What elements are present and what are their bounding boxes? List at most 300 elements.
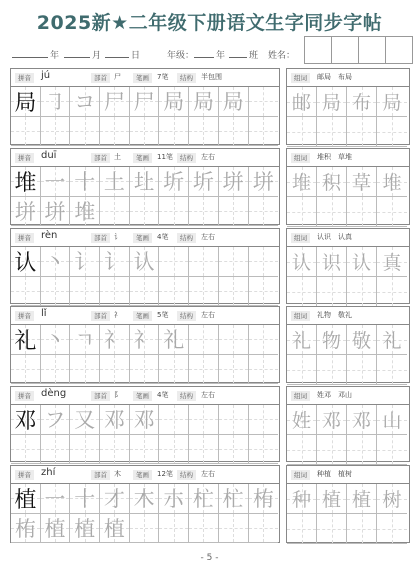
words-value: 姓邓 邓山	[317, 391, 352, 399]
trace-character: 礻	[133, 328, 155, 353]
trace-character: 垪	[252, 170, 274, 195]
writing-cell[interactable]	[100, 514, 130, 544]
name-box[interactable]	[331, 36, 359, 64]
writing-cell[interactable]	[70, 117, 100, 147]
writing-cell[interactable]	[130, 277, 160, 307]
words-label: 组词	[291, 311, 310, 321]
writing-cell[interactable]	[159, 435, 189, 465]
word-cell[interactable]	[287, 355, 317, 385]
name-box[interactable]	[304, 36, 332, 64]
strokes-label: 笔画	[133, 391, 152, 401]
structure-value: 左右	[201, 391, 215, 399]
character-block	[10, 465, 410, 543]
word-cell[interactable]	[377, 405, 407, 435]
writing-cell[interactable]	[11, 325, 41, 355]
writing-cell[interactable]	[130, 435, 160, 465]
writing-cell[interactable]	[70, 514, 100, 544]
word-cell[interactable]	[287, 197, 317, 227]
trace-character: 杧	[222, 487, 244, 512]
writing-cell[interactable]	[11, 514, 41, 544]
class-label: 班	[249, 51, 259, 61]
pinyin-label: 拼音	[15, 233, 34, 243]
writing-cell[interactable]	[130, 405, 160, 435]
writing-cell[interactable]	[189, 405, 219, 435]
words-value: 邮局 布局	[317, 73, 352, 81]
radical-label: 部首	[91, 73, 110, 83]
character-info-header	[11, 307, 279, 325]
writing-cell[interactable]	[249, 484, 279, 514]
writing-cell[interactable]	[219, 405, 249, 435]
radical-label: 部首	[91, 233, 110, 243]
word-cell[interactable]	[377, 167, 407, 197]
writing-cell[interactable]	[189, 247, 219, 277]
word-trace-character: 局	[382, 92, 402, 114]
word-cell[interactable]	[377, 484, 407, 514]
word-trace-character: 堆	[291, 172, 311, 194]
structure-value: 左右	[201, 470, 215, 478]
word-cell[interactable]	[377, 435, 407, 465]
trace-character: 栯	[14, 517, 36, 542]
strokes-label: 笔画	[133, 470, 152, 480]
writing-cell[interactable]	[249, 514, 279, 544]
word-cell[interactable]	[347, 197, 377, 227]
strokes-value: 7笔	[157, 73, 169, 81]
writing-cell[interactable]	[100, 355, 130, 385]
writing-cell[interactable]	[219, 167, 249, 197]
writing-cell[interactable]	[70, 247, 100, 277]
writing-cell[interactable]	[130, 167, 160, 197]
page-title: 2025新★二年级下册语文生字同步字帖	[36, 12, 383, 34]
word-cell[interactable]	[347, 514, 377, 544]
words-value: 认识 认真	[317, 233, 352, 241]
writing-cell[interactable]	[70, 167, 100, 197]
writing-cell[interactable]	[159, 247, 189, 277]
trace-character: 邓	[133, 408, 155, 433]
radical-value: 木	[114, 470, 121, 478]
writing-cell[interactable]	[100, 405, 130, 435]
trace-character: 圻	[163, 170, 185, 195]
name-box[interactable]	[385, 36, 413, 64]
word-trace-character: 山	[382, 410, 402, 432]
word-trace-character: 邮	[291, 92, 311, 114]
month-blank[interactable]	[64, 48, 90, 58]
words-value: 礼物 敬礼	[317, 311, 352, 319]
radical-value: 阝	[114, 391, 121, 399]
writing-cell[interactable]	[70, 484, 100, 514]
stroke-practice-panel	[10, 465, 280, 543]
writing-cell[interactable]	[189, 325, 219, 355]
trace-character: 土	[103, 170, 125, 195]
word-cell[interactable]	[347, 247, 377, 277]
pinyin-label: 拼音	[15, 311, 34, 321]
character-block	[10, 148, 410, 225]
writing-cell[interactable]	[100, 325, 130, 355]
writing-cell[interactable]	[130, 484, 160, 514]
word-cell[interactable]	[287, 277, 317, 307]
writing-cell[interactable]	[159, 514, 189, 544]
radical-value: 讠	[114, 233, 121, 241]
trace-character: 十	[74, 487, 96, 512]
words-label: 组词	[291, 470, 310, 480]
pinyin-value: dèng	[41, 388, 67, 399]
word-cell[interactable]	[377, 197, 407, 227]
page-number: - 5 -	[200, 553, 219, 563]
grade-year-label: 年	[216, 51, 226, 61]
writing-grid	[11, 87, 279, 146]
radical-label: 部首	[91, 470, 110, 480]
writing-cell[interactable]	[130, 197, 160, 227]
word-trace-character: 邓	[351, 410, 371, 432]
word-cell[interactable]	[317, 167, 347, 197]
writing-cell[interactable]	[219, 87, 249, 117]
radical-value: 尸	[114, 73, 121, 81]
strokes-value: 4笔	[157, 391, 169, 399]
writing-cell[interactable]	[11, 247, 41, 277]
writing-cell[interactable]	[70, 87, 100, 117]
writing-cell[interactable]	[41, 117, 71, 147]
writing-cell[interactable]	[249, 247, 279, 277]
writing-cell[interactable]	[159, 355, 189, 385]
word-trace-character: 树	[382, 489, 402, 511]
model-character: 认	[14, 250, 37, 276]
structure-label: 结构	[177, 153, 196, 163]
year-blank[interactable]	[12, 48, 48, 58]
trace-character: コ	[74, 90, 96, 115]
trace-character: フ	[44, 408, 66, 433]
writing-cell[interactable]	[41, 247, 71, 277]
writing-cell[interactable]	[100, 247, 130, 277]
words-value: 种植 植树	[317, 470, 352, 478]
trace-character: ㄱ	[74, 328, 95, 353]
radical-label: 部首	[91, 311, 110, 321]
class-blank[interactable]	[229, 48, 247, 58]
word-cell[interactable]	[377, 247, 407, 277]
grade-blank[interactable]	[194, 48, 214, 58]
writing-cell[interactable]	[159, 484, 189, 514]
writing-cell[interactable]	[219, 325, 249, 355]
word-trace-character: 物	[321, 330, 341, 352]
word-trace-character: 积	[321, 172, 341, 194]
word-cell[interactable]	[317, 405, 347, 435]
writing-cell[interactable]	[11, 167, 41, 197]
writing-cell[interactable]	[41, 435, 71, 465]
word-cell[interactable]	[317, 117, 347, 147]
word-trace-character: 植	[351, 489, 371, 511]
writing-cell[interactable]	[189, 484, 219, 514]
word-cell[interactable]	[287, 325, 317, 355]
writing-cell[interactable]	[100, 117, 130, 147]
day-blank[interactable]	[105, 48, 129, 58]
word-trace-character: 堆	[382, 172, 402, 194]
word-cell[interactable]	[347, 484, 377, 514]
writing-cell[interactable]	[130, 87, 160, 117]
word-cell[interactable]	[287, 167, 317, 197]
writing-cell[interactable]	[41, 405, 71, 435]
writing-cell[interactable]	[11, 117, 41, 147]
trace-character: 一	[44, 170, 66, 195]
word-trace-character: 礼	[382, 330, 402, 352]
trace-character: 礼	[163, 328, 185, 353]
word-trace-character: 真	[382, 252, 402, 274]
writing-cell[interactable]	[11, 405, 41, 435]
writing-cell[interactable]	[219, 197, 249, 227]
writing-cell[interactable]	[189, 117, 219, 147]
writing-cell[interactable]	[249, 167, 279, 197]
trace-character: 讠	[103, 250, 125, 275]
word-cell[interactable]	[347, 87, 377, 117]
structure-value: 左右	[201, 233, 215, 241]
word-grid	[287, 247, 409, 307]
words-label: 组词	[291, 391, 310, 401]
word-cell[interactable]	[317, 355, 347, 385]
writing-cell[interactable]	[41, 87, 71, 117]
writing-cell[interactable]	[70, 197, 100, 227]
writing-cell[interactable]	[249, 277, 279, 307]
writing-cell[interactable]	[130, 514, 160, 544]
character-block	[10, 68, 410, 145]
pinyin-label: 拼音	[15, 470, 34, 480]
writing-cell[interactable]	[41, 277, 71, 307]
word-trace-character: 局	[321, 92, 341, 114]
word-cell[interactable]	[347, 355, 377, 385]
trace-character: 圵	[133, 170, 155, 195]
trace-character: 丶	[44, 250, 66, 275]
writing-grid	[11, 325, 279, 384]
writing-cell[interactable]	[219, 435, 249, 465]
month-label: 月	[92, 51, 102, 61]
radical-value: 土	[114, 153, 121, 161]
writing-cell[interactable]	[41, 325, 71, 355]
trace-character: 栯	[252, 487, 274, 512]
writing-cell[interactable]	[159, 277, 189, 307]
trace-character: 垪	[44, 200, 66, 225]
word-cell[interactable]	[347, 167, 377, 197]
word-cell[interactable]	[287, 117, 317, 147]
word-cell[interactable]	[377, 325, 407, 355]
word-trace-character: 种	[291, 489, 311, 511]
word-grid	[287, 167, 409, 227]
pinyin-label: 拼音	[15, 153, 34, 163]
writing-cell[interactable]	[249, 325, 279, 355]
writing-cell[interactable]	[130, 117, 160, 147]
writing-grid	[11, 405, 279, 464]
strokes-label: 笔画	[133, 311, 152, 321]
writing-cell[interactable]	[189, 167, 219, 197]
trace-character: 局	[163, 90, 185, 115]
model-character: 局	[14, 90, 37, 116]
strokes-label: 笔画	[133, 153, 152, 163]
writing-cell[interactable]	[219, 484, 249, 514]
trace-character: 丶	[44, 328, 66, 353]
writing-cell[interactable]	[100, 484, 130, 514]
trace-character: 十	[74, 170, 96, 195]
word-cell[interactable]	[377, 117, 407, 147]
model-character: 礼	[14, 328, 37, 354]
writing-cell[interactable]	[41, 514, 71, 544]
word-trace-character: 礼	[291, 330, 311, 352]
name-boxes[interactable]	[305, 36, 413, 64]
word-cell[interactable]	[377, 514, 407, 544]
pinyin-value: jú	[41, 70, 51, 81]
word-trace-character: 植	[321, 489, 341, 511]
word-cell[interactable]	[347, 325, 377, 355]
words-label: 组词	[291, 153, 310, 163]
writing-cell[interactable]	[11, 277, 41, 307]
word-cell[interactable]	[317, 247, 347, 277]
writing-cell[interactable]	[219, 117, 249, 147]
word-trace-character: 布	[351, 92, 371, 114]
name-box[interactable]	[358, 36, 386, 64]
writing-cell[interactable]	[159, 117, 189, 147]
structure-label: 结构	[177, 311, 196, 321]
writing-cell[interactable]	[249, 355, 279, 385]
structure-value: 左右	[201, 311, 215, 319]
writing-cell[interactable]	[41, 197, 71, 227]
writing-cell[interactable]	[249, 435, 279, 465]
structure-label: 结构	[177, 391, 196, 401]
word-cell[interactable]	[347, 277, 377, 307]
trace-character: 植	[103, 517, 125, 542]
character-info-header	[11, 387, 279, 405]
strokes-value: 5笔	[157, 311, 169, 319]
writing-cell[interactable]	[100, 197, 130, 227]
radical-label: 部首	[91, 391, 110, 401]
word-cell[interactable]	[317, 277, 347, 307]
writing-cell[interactable]	[11, 197, 41, 227]
trace-character: 局	[192, 90, 214, 115]
word-cell[interactable]	[347, 435, 377, 465]
strokes-label: 笔画	[133, 73, 152, 83]
trace-character: 堆	[74, 200, 96, 225]
trace-character: 植	[44, 517, 66, 542]
word-cell[interactable]	[317, 325, 347, 355]
writing-cell[interactable]	[100, 167, 130, 197]
trace-character: 认	[133, 250, 155, 275]
writing-cell[interactable]	[159, 87, 189, 117]
writing-cell[interactable]	[41, 167, 71, 197]
writing-cell[interactable]	[100, 435, 130, 465]
writing-cell[interactable]	[249, 405, 279, 435]
writing-cell[interactable]	[189, 87, 219, 117]
writing-cell[interactable]	[11, 484, 41, 514]
trace-character: 木	[133, 487, 155, 512]
trace-character: 才	[103, 487, 125, 512]
writing-cell[interactable]	[159, 325, 189, 355]
word-cell[interactable]	[377, 277, 407, 307]
strokes-value: 4笔	[157, 233, 169, 241]
word-cell[interactable]	[287, 484, 317, 514]
trace-character: 讠	[74, 250, 96, 275]
name-label: 姓名：	[268, 51, 296, 61]
model-character: 堆	[14, 170, 37, 196]
writing-cell[interactable]	[189, 514, 219, 544]
writing-cell[interactable]	[11, 87, 41, 117]
writing-cell[interactable]	[189, 435, 219, 465]
writing-cell[interactable]	[249, 117, 279, 147]
word-trace-character: 敬	[351, 330, 371, 352]
word-grid	[287, 87, 409, 147]
word-practice-panel	[286, 228, 410, 304]
writing-cell[interactable]	[159, 197, 189, 227]
writing-cell[interactable]	[130, 355, 160, 385]
writing-cell[interactable]	[70, 405, 100, 435]
writing-cell[interactable]	[11, 435, 41, 465]
strokes-value: 12笔	[157, 470, 173, 478]
word-cell[interactable]	[287, 87, 317, 117]
writing-cell[interactable]	[100, 87, 130, 117]
word-cell[interactable]	[377, 355, 407, 385]
writing-cell[interactable]	[100, 277, 130, 307]
structure-label: 结构	[177, 233, 196, 243]
word-cell[interactable]	[377, 87, 407, 117]
word-trace-character: 草	[351, 172, 371, 194]
writing-cell[interactable]	[159, 167, 189, 197]
stroke-practice-panel	[10, 68, 280, 145]
word-trace-character: 认	[291, 252, 311, 274]
writing-cell[interactable]	[41, 355, 71, 385]
writing-cell[interactable]	[219, 514, 249, 544]
word-cell[interactable]	[287, 514, 317, 544]
character-info-header	[11, 149, 279, 167]
words-label: 组词	[291, 233, 310, 243]
trace-character: 杧	[192, 487, 214, 512]
pinyin-label: 拼音	[15, 391, 34, 401]
word-cell[interactable]	[287, 247, 317, 277]
character-block	[10, 386, 410, 462]
writing-cell[interactable]	[159, 405, 189, 435]
writing-cell[interactable]	[11, 355, 41, 385]
pinyin-value: lǐ	[41, 308, 47, 319]
word-cell[interactable]	[287, 405, 317, 435]
word-practice-panel	[286, 68, 410, 145]
model-character: 邓	[14, 408, 37, 434]
writing-cell[interactable]	[189, 355, 219, 385]
writing-cell[interactable]	[249, 197, 279, 227]
word-cell[interactable]	[317, 197, 347, 227]
writing-cell[interactable]	[130, 247, 160, 277]
word-cell[interactable]	[287, 435, 317, 465]
writing-cell[interactable]	[70, 435, 100, 465]
writing-cell[interactable]	[249, 87, 279, 117]
strokes-label: 笔画	[133, 233, 152, 243]
word-header	[287, 229, 409, 247]
word-cell[interactable]	[317, 514, 347, 544]
writing-cell[interactable]	[70, 325, 100, 355]
trace-character: 尸	[133, 90, 155, 115]
writing-cell[interactable]	[219, 247, 249, 277]
writing-cell[interactable]	[70, 277, 100, 307]
word-cell[interactable]	[347, 117, 377, 147]
word-trace-character: 认	[351, 252, 371, 274]
character-info-header	[11, 466, 279, 484]
writing-cell[interactable]	[189, 197, 219, 227]
word-header	[287, 466, 409, 484]
writing-cell[interactable]	[189, 277, 219, 307]
word-practice-panel	[286, 306, 410, 383]
writing-cell[interactable]	[41, 484, 71, 514]
word-cell[interactable]	[317, 435, 347, 465]
stroke-practice-panel	[10, 386, 280, 462]
writing-cell[interactable]	[130, 325, 160, 355]
writing-cell[interactable]	[219, 355, 249, 385]
word-grid	[287, 325, 409, 385]
pinyin-value: zhí	[41, 467, 56, 478]
word-cell[interactable]	[317, 484, 347, 514]
writing-cell[interactable]	[70, 355, 100, 385]
word-cell[interactable]	[317, 87, 347, 117]
writing-cell[interactable]	[219, 277, 249, 307]
word-cell[interactable]	[347, 405, 377, 435]
